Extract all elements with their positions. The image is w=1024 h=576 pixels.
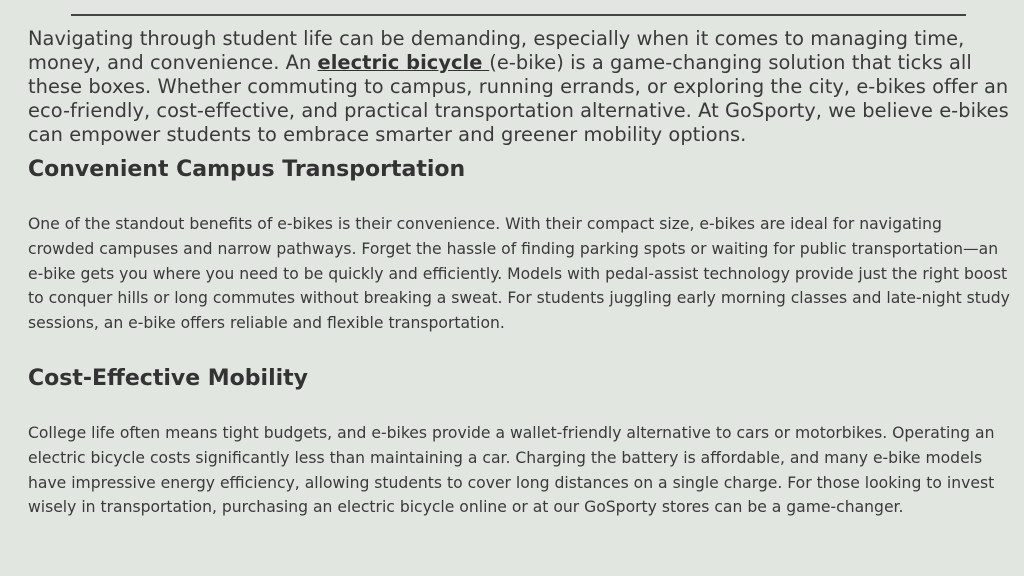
heading-cost-effective-mobility: Cost-Effective Mobility <box>28 366 309 391</box>
paragraph-campus-transportation: One of the standout benefits of e-bikes is their convenience. With their compact size, e-bikes are ideal for navigating crowded campuses and narrow pathways. Forget the hassle of finding parking spots or waiting for public transportation—an e-bike gets you where you need to be quickly and efficiently. Models with pedal-assist technology provide just the right boost to conquer hills or long commutes without breaking a sweat. For students juggling early morning classes and late-night study sessions, an e-bike offers reliable and flexible transportation. <box>28 215 1010 333</box>
heading-campus-transportation: Convenient Campus Transportation <box>28 157 466 182</box>
paragraph-cost-effective-mobility: College life often means tight budgets, and e-bikes provide a wallet-friendly alternative to cars or motorbikes. Operating an electric bicycle costs significantly less than maintaining a car. Charging the battery is affordable, and many e-bike models have impressive energy efficiency, allowing students to cover long distances on a single charge. For those looking to invest wisely in transportation, purchasing an electric bicycle online or at our GoSporty stores can be a game-changer. <box>28 424 995 517</box>
intro-paragraph <box>28 27 1018 147</box>
electric-bicycle-link[interactable]: electric bicycle <box>317 51 490 74</box>
top-divider <box>71 14 966 16</box>
intro-text-start: Navigating through student life can be demanding, especially when it comes to managing time, money, and convenience. An <box>28 27 965 74</box>
intro-text-end: (e-bike) is a game-changing solution that ticks all these boxes. Whether commuting to campus, running errands, or exploring the city, e-bikes offer an eco-friendly, cost-effective, and practical transportation alternative. At GoSporty, we believe e-bikes can empower students to embrace smarter and greener mobility options. <box>28 51 1009 146</box>
